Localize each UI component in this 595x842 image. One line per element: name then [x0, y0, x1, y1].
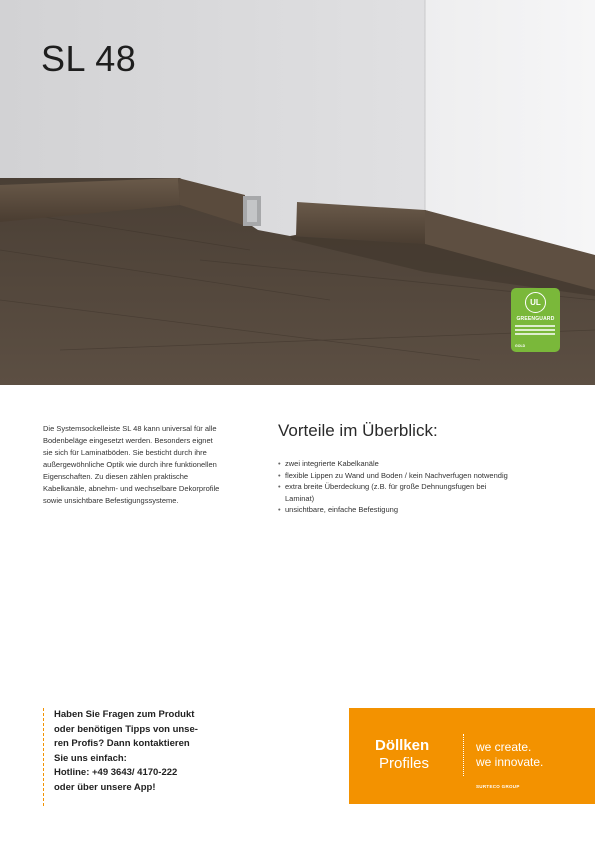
benefits-heading: Vorteile im Überblick:	[278, 421, 438, 440]
contact-line: oder über unsere App!	[54, 781, 156, 793]
ul-logo-icon: UL	[525, 292, 546, 313]
badge-level: GOLD	[515, 344, 526, 348]
brand-subname: Profiles	[379, 755, 430, 772]
brand-block	[349, 708, 595, 804]
badge-fineprint	[515, 325, 555, 337]
list-item: • extra breite Überdeckung (z.B. für große Dehnungsfugen bei Laminat)	[278, 481, 508, 504]
list-item: • flexible Lippen zu Wand und Boden / kein Nachverfugen notwendig	[278, 470, 508, 482]
group-name: SURTECO GROUP	[476, 784, 520, 789]
brand-divider	[463, 734, 464, 776]
list-item: • zwei integrierte Kabelkanäle	[278, 458, 508, 470]
hotline: Hotline: +49 3643/ 4170-222	[54, 767, 178, 778]
contact-box	[43, 708, 224, 806]
greenguard-badge	[511, 288, 560, 352]
page-title: SL 48	[41, 38, 137, 79]
list-item: • unsichtbare, einfache Befestigung	[278, 504, 508, 516]
badge-name: GREENGUARD	[516, 316, 555, 322]
intro-paragraph: Die Systemsockelleiste SL 48 kann universal für alle Bodenbeläge eingesetzt werden. Besonders eignet sie sich für Laminatböden. Sie besticht durch ihre außergewöhnliche Optik wie durch ihre funktionellen Eigenschaften. Zu diesen zählen praktische Kabelkanäle, abnehm- und wechselbare Dekorprofile sowie unsichtbare Befestigungssysteme.	[43, 424, 220, 505]
slogan-line: we create.	[476, 740, 532, 754]
contact-line: ren Profis? Dann kontaktieren	[54, 738, 190, 749]
contact-line: Haben Sie Fragen zum Produkt	[54, 709, 195, 720]
benefits-list	[278, 458, 508, 516]
contact-line: Sie uns einfach:	[54, 752, 127, 764]
slogan-line: we innovate.	[476, 755, 544, 769]
brand-name: Döllken	[375, 737, 430, 754]
contact-line: oder benötigen Tipps von unse-	[54, 723, 198, 735]
